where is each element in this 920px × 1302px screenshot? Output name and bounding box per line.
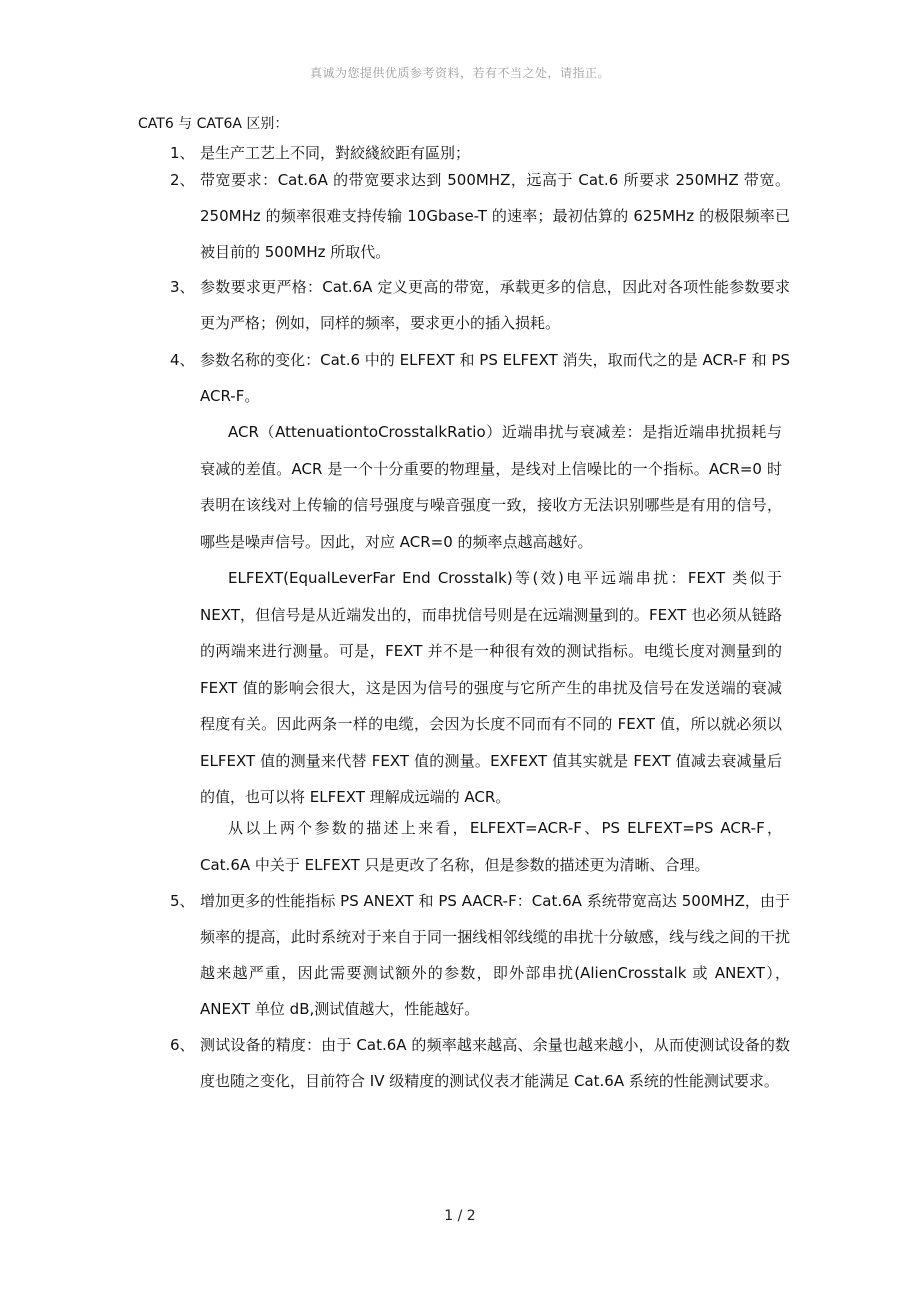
list-number: 6、 xyxy=(170,1036,195,1054)
list-text: 参数要求更严格：Cat.6A 定义更高的带宽，承载更多的信息，因此对各项性能参数要求更为严格；例如，同样的频率，要求更小的插入损耗。 xyxy=(200,278,790,332)
list-number: 5、 xyxy=(170,892,195,910)
document-title: CAT6 与 CAT6A 区别： xyxy=(138,116,289,132)
list-text: 参数名称的变化：Cat.6 中的 ELFEXT 和 PS ELFEXT 消失，取而代之的是 ACR-F 和 PS ACR-F。 xyxy=(200,351,790,405)
list-text: 测试设备的精度：由于 Cat.6A 的频率越来越高、余量也越来越小，从而使测试设备的数度也随之变化，目前符合 IV 级精度的测试仪表才能满足 Cat.6A 系统的性能测试要求。 xyxy=(200,1036,790,1090)
list-number: 4、 xyxy=(170,351,195,369)
paragraph-acr: ACR（AttenuationtoCrosstalkRatio）近端串扰与衰减差：是指近端串扰损耗与衰减的差值。ACR 是一个十分重要的物理量，是线对上信噪比的一个指标。ACR=0 时表明在该线对上传输的信号强度与噪音强度一致，接收方无法识别哪些是有用的信号，哪些是噪声信号。因此，对应 ACR=0 的频率点越高越好。 xyxy=(200,423,782,551)
paragraph-summary: 从以上两个参数的描述上来看，ELFEXT=ACR-F、PS ELFEXT=PS ACR-F，Cat.6A 中关于 ELFEXT 只是更改了名称，但是参数的描述更为清晰、合理。 xyxy=(200,819,782,874)
list-text: 带宽要求：Cat.6A 的带宽要求达到 500MHZ，远高于 Cat.6 所要求 250MHZ 带宽。250MHz 的频率很难支持传输 10Gbase-T 的速率；最初估算的 625MHz 的极限频率已被目前的 500MHz 所取代。 xyxy=(200,171,790,261)
list-number: 3、 xyxy=(170,278,195,296)
list-text: 是生产工艺上不同，對絞綫絞距有區別； xyxy=(200,144,471,162)
list-number: 1、 xyxy=(170,144,195,162)
paragraph-elfext: ELFEXT(EqualLeverFar End Crosstalk)等(效)电平远端串扰：FEXT 类似于 NEXT，但信号是从近端发出的，而串扰信号则是在远端测量到的。FEXT 也必须从链路的两端来进行测量。可是，FEXT 并不是一种很有效的测试指标。电缆长度对测量到的 FEXT 值的影响会很大，这是因为信号的强度与它所产生的串扰及信号在发送端的衰减程度有关。因此两条一样的电缆，会因为长度不同而有不同的 FEXT 值，所以就必须以 ELFEXT 值的测量来代替 FEXT 值的测量。EXFEXT 值其实就是 FEXT 值减去衰减量后的值，也可以将 ELFEXT 理解成远端的 ACR。 xyxy=(200,569,782,806)
page-header: 真诚为您提供优质参考资料，若有不当之处，请指正。 xyxy=(309,66,610,80)
list-text: 增加更多的性能指标 PS ANEXT 和 PS AACR-F：Cat.6A 系统带宽高达 500MHZ，由于频率的提高，此时系统对于来自于同一捆线相邻线缆的串扰十分敏感，线与线之间的干扰越来越严重，因此需要测试额外的参数，即外部串扰(AlienCrosstalk 或 ANEXT），ANEXT 单位 dB,测试值越大，性能越好。 xyxy=(200,892,790,1018)
page-number: 1 / 2 xyxy=(444,1208,476,1224)
list-number: 2、 xyxy=(170,171,195,189)
